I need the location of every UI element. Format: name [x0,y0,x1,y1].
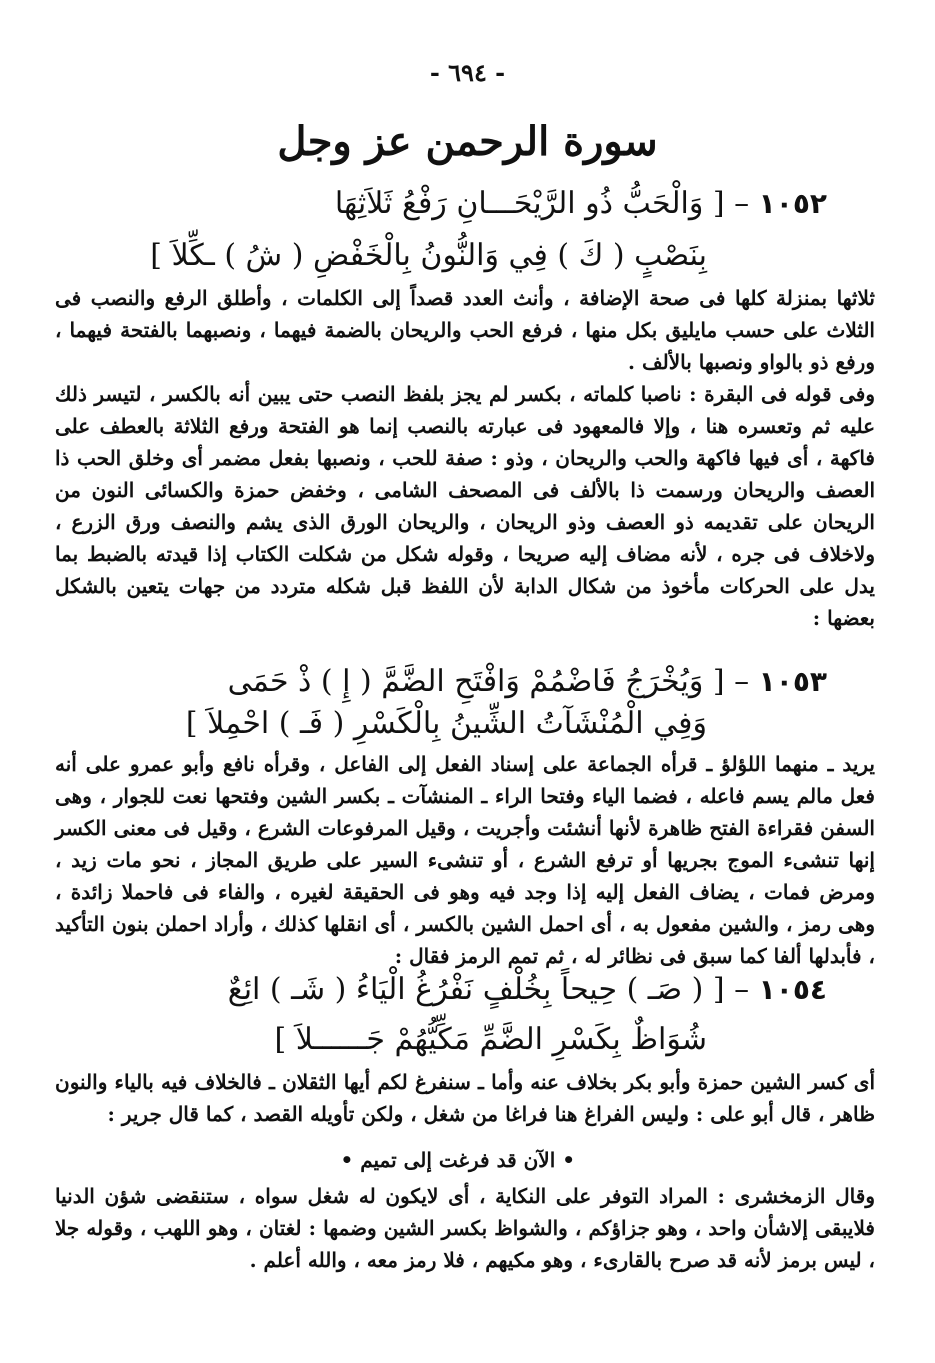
page-number: - ٦٩٤ - [429,58,506,87]
commentary-block-2 [55,748,875,972]
verse-1054-line-2: شُوَاظٌ بِكَسْرِ الضَّمِّ مَكِّيُّهُمْ جَــــــلاَ ] [274,1022,707,1057]
commentary-paragraph: يريد ـ منهما اللؤلؤ ـ قرأه الجماعة على إسناد الفعل إلى الفاعل ، وقرأه نافع وأبو عمرو على أنه فعل مالم يسم فاعله ، فضما الياء وفتحا الراء ـ المنشآت ـ بكسر الشين وفتحها نعت للجوار ، وهى السفن فقراءة الفتح ظاهرة لأنها أنشئت وأجريت ، وقيل المرفوعات الشرع ، وقيل فى معنى الكسر إنها تنشىء الموج بجريها أو ترفع الشرع ، أو تنشىء السير على طريق المجاز ، نحو مات زيد ، ومرض فمات ، يضاف الفعل إليه إذا وجد فيه وهو فى الحقيقة لغيره ، والفاء فى فاحملا زائدة ، وهى رمز ، والشين مفعول به ، أى احمل الشين بالكسر ، أى انقلها كذلك ، وأراد احملن بنون التأكيد ، فأبدلها ألفا كما سبق فى نظائر له ، ثم تمم الرمز فقال : [55,752,875,968]
verse-number: ١٠٥٢ [758,187,827,220]
verse-text: – [ وَيُخْرَجُ فَاضْمُمْ وَافْتَحِ الضَّمَّ ( إِ ) ذْ حَمَى [227,664,750,699]
verse-1053-line-2: وَفِي الْمُنْشَآتُ الشِّينُ بِالْكَسْرِ ( فَـ ) احْمِلاَ ] [185,706,707,741]
verse-1052-line-1 [335,182,827,226]
commentary-paragraph: ثلاثها بمنزلة كلها فى صحة الإضافة ، وأنث العدد قصداً إلى الكلمات ، وأطلق الرفع والنصب فى الثلاث على حسب مايليق بكل منها ، فرفع الحب والريحان بالضمة فيهما ، ونصبهما بالفتحة فيهما ، ورفع ذو بالواو ونصبها بالألف . [55,286,875,374]
verse-number: ١٠٥٤ [758,973,827,1006]
poetry-quote: • الآن قد فرغت إلى تميم • [340,1148,575,1172]
surah-title: سورة الرحمن عز وجل [277,118,658,165]
verse-number: ١٠٥٣ [758,665,827,698]
commentary-paragraph: وقال الزمخشرى : المراد التوفر على النكاية ، أى لايكون له شغل سواه ، ستنقضى شؤن الدنيا فلايبقى إلاشأن واحد ، وهو جزاؤكم ، والشواظ بكسر الشين وضمها : لغتان ، وهو اللهب ، وقوله جلا ، ليس برمز لأنه قد صرح بالقارىء ، وهو مكيهم ، فلا رمز معه ، والله أعلم . [55,1184,875,1272]
verse-1052-line-2: بِنَصْبٍ ( كَ ) فِي وَالنُّونُ بِالْخَفْضِ ( شُ ) ـكِّلاَ ] [150,238,707,273]
verse-1054-line-1 [228,968,827,1012]
commentary-block-1 [55,282,875,634]
commentary-paragraph: وفى قوله فى البقرة : ناصبا كلماته ، بكسر لم يجز بلفظ النصب حتى يبين أنه بالكسر ، لتيسر ذلك عليه ثم وتعسره هنا ، وإلا فالمعهود فى عبارته بالنصب إنما هو الفتحة ورفع الثلاثة بالعطف على فاكهة ، أى فيها فاكهة والحب والريحان ، وذو : صفة للحب ، ونصبها بفعل مضمر أى وخلق الحب ذا العصف والريحان ورسمت ذا بالألف فى المصحف الشامى ، وخفض حمزة والكسائى النون من الريحان على تقديمه ذو العصف وذو الريحان ، والريحان الورق الذى يشم والنصف ورق الزرع ، ولاخلاف فى جره ، لأنه مضاف إليه صريحا ، وقوله شكل من شكلت الكتاب إذا قيدته بالضبط بما يدل على الحركات مأخوذ من شكال الدابة لأن اللفظ قبل شكله متردد من جهات يتعين بالشكل بعضها : [55,382,876,630]
verse-1053-line-1 [228,660,827,704]
commentary-paragraph: أى كسر الشين حمزة وأبو بكر بخلاف عنه وأما ـ سنفرغ لكم أيها الثقلان ـ فالخلاف فيه بالياء والنون ظاهر ، قال أبو على : وليس الفراغ هنا فراغا من شغل ، ولكن تأويله القصد ، كما قال جرير : [55,1070,875,1126]
verse-text: – [ ( صَـ ) حِيحاً بِخُلْفٍ نَفْرُغُ الْيَاءُ ( شَـ ) ائِعٌ [227,972,750,1007]
commentary-block-3 [55,1066,875,1130]
verse-text: – [ وَالْحَبُّ ذُو الرَّيْحَـــانِ رَفْعُ ثَلاَثِهَا [334,186,750,221]
commentary-block-4 [55,1180,875,1276]
